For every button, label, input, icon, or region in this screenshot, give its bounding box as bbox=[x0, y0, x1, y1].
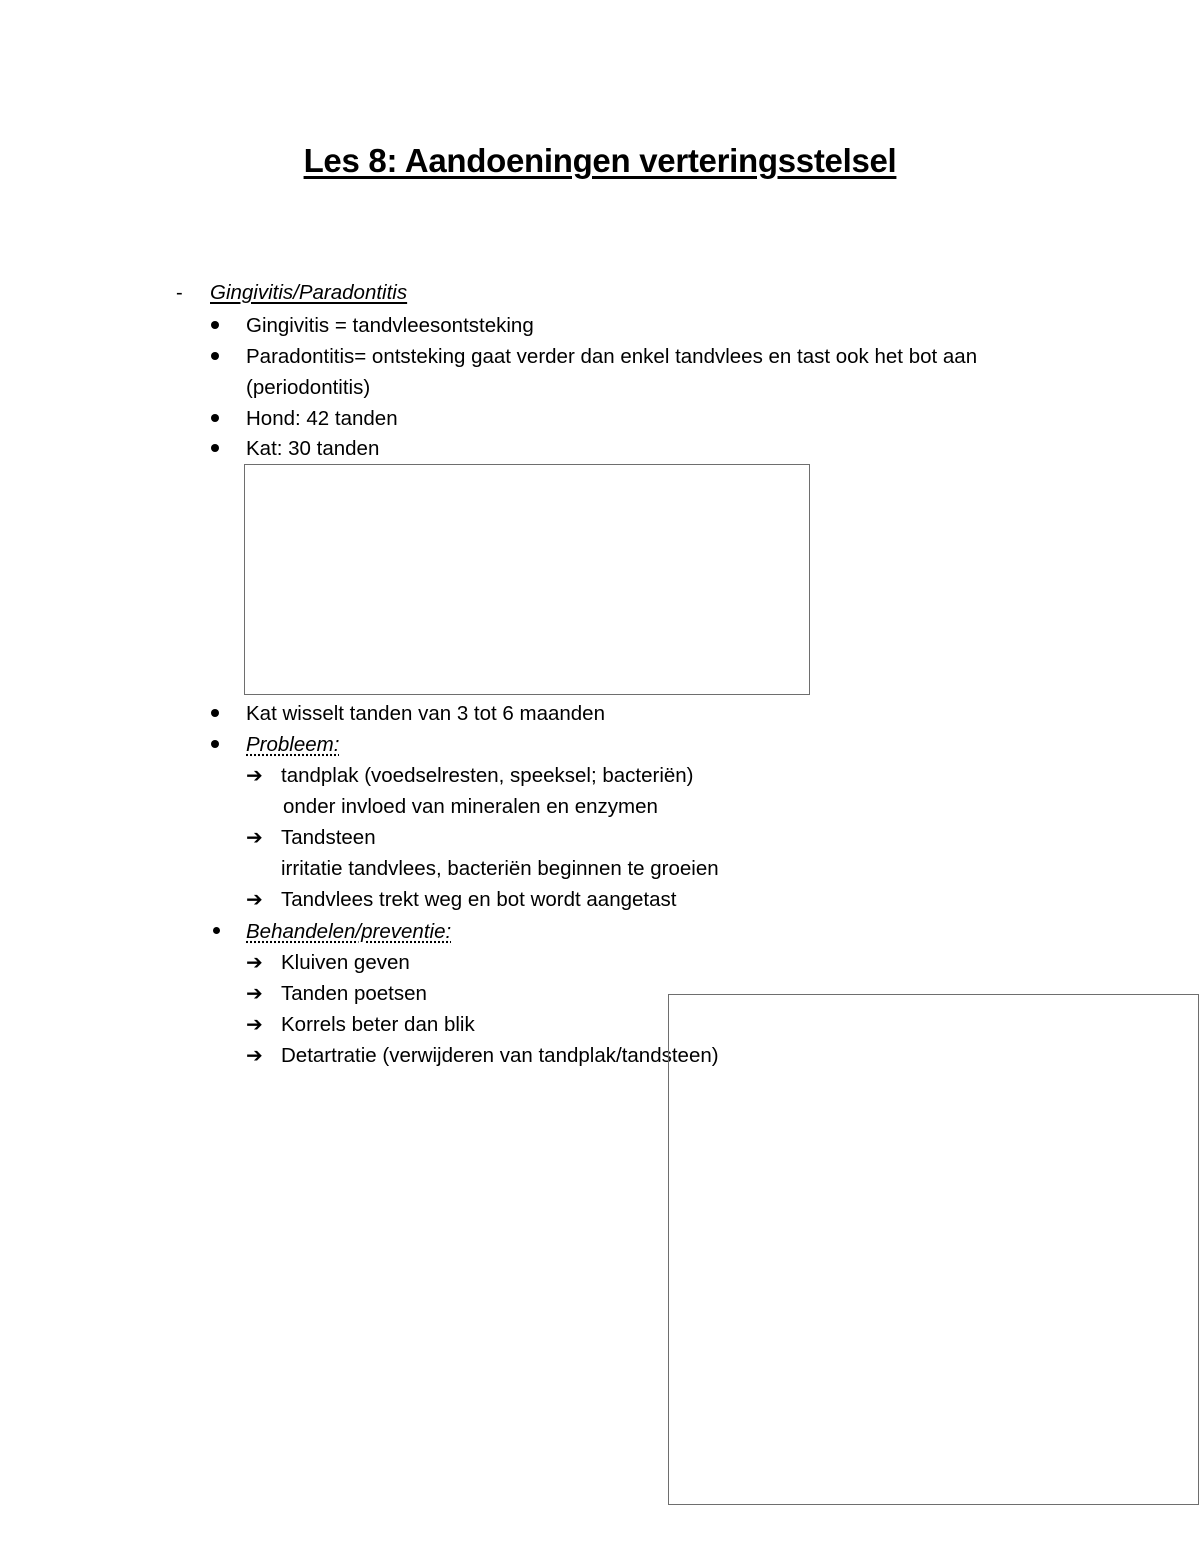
arrow-right-icon: ➔ bbox=[246, 1045, 263, 1067]
list-item: Tanden poetsen bbox=[281, 982, 427, 1005]
list-item: Kat wisselt tanden van 3 tot 6 maanden bbox=[246, 702, 605, 725]
bullet-icon bbox=[211, 352, 219, 360]
list-item: tandplak (voedselresten, speeksel; bacteriën) bbox=[281, 764, 694, 787]
probleem-label: Probleem: bbox=[246, 733, 340, 756]
arrow-right-icon: ➔ bbox=[246, 827, 263, 849]
list-item: Hond: 42 tanden bbox=[246, 407, 398, 430]
bullet-icon bbox=[211, 709, 219, 717]
list-item: Kat: 30 tanden bbox=[246, 437, 380, 460]
teeth-image-placeholder bbox=[244, 464, 810, 695]
bullet-icon bbox=[211, 444, 219, 452]
list-item: Detartratie (verwijderen van tandplak/tandsteen) bbox=[281, 1044, 719, 1067]
list-item-continuation: irritatie tandvlees, bacteriën beginnen te groeien bbox=[281, 857, 719, 880]
list-item: Tandsteen bbox=[281, 826, 376, 849]
list-item: Korrels beter dan blik bbox=[281, 1013, 475, 1036]
arrow-right-icon: ➔ bbox=[246, 952, 263, 974]
bullet-icon bbox=[211, 414, 219, 422]
list-item: Gingivitis = tandvleesontsteking bbox=[246, 314, 534, 337]
list-item: Tandvlees trekt weg en bot wordt aangetast bbox=[281, 888, 677, 911]
dental-image-placeholder bbox=[668, 994, 1199, 1505]
behandelen-label: Behandelen/preventie: bbox=[246, 920, 452, 943]
list-item: Paradontitis= ontsteking gaat verder dan enkel tandvlees en tast ook het bot aan bbox=[246, 345, 978, 368]
arrow-right-icon: ➔ bbox=[246, 983, 263, 1005]
bullet-icon bbox=[211, 740, 219, 748]
list-item-continuation: (periodontitis) bbox=[246, 376, 371, 399]
bullet-icon bbox=[211, 321, 219, 329]
arrow-right-icon: ➔ bbox=[246, 889, 263, 911]
arrow-right-icon: ➔ bbox=[246, 1014, 263, 1036]
list-item: Kluiven geven bbox=[281, 951, 410, 974]
section-heading: Gingivitis/Paradontitis bbox=[210, 281, 408, 304]
list-dash-marker: - bbox=[176, 282, 183, 304]
bullet-icon bbox=[213, 927, 220, 934]
page-title: Les 8: Aandoeningen verteringsstelsel bbox=[303, 142, 897, 179]
list-item-continuation: onder invloed van mineralen en enzymen bbox=[283, 795, 658, 818]
arrow-right-icon: ➔ bbox=[246, 765, 263, 787]
